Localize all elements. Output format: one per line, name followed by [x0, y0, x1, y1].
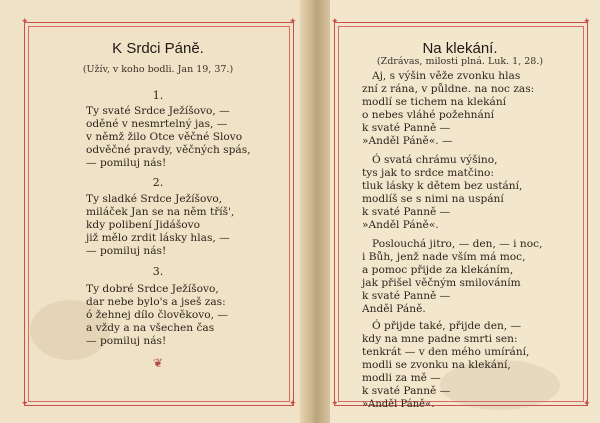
verse-line: — pomiluj nás!	[86, 245, 167, 257]
verse-line: a vždy a na všechen čas	[86, 322, 215, 334]
verse-line: miláček Jan se na něm tříš',	[86, 206, 235, 218]
verse-line: — pomiluj nás!	[86, 157, 167, 169]
stanza-line: zní z rána, v půldne. na noc zas:	[362, 83, 535, 95]
verse-line: Ty sladké Srdce Ježíšovo,	[86, 193, 223, 205]
corner-ornament-icon: ✦	[289, 17, 297, 27]
floral-ornament-icon: ❦	[152, 356, 164, 370]
right-subtitle: (Zdrávas, milosti plná. Luk. 1, 28.)	[376, 56, 544, 67]
right-title: Na klekání.	[422, 40, 498, 57]
left-title: K Srdci Páně.	[112, 40, 204, 57]
stanza-line: Ó přijde také, přijde den, —	[372, 320, 522, 332]
stanza-line: »Anděl Páně«. —	[362, 135, 453, 147]
corner-ornament-icon: ✦	[583, 399, 591, 409]
verse-number: 2.	[152, 176, 164, 189]
verse-line: — pomiluj nás!	[86, 335, 167, 347]
stanza-line: »Anděl Páně«.	[362, 399, 435, 410]
corner-ornament-icon: ✦	[21, 17, 29, 27]
verse-line: Ty svaté Srdce Ježíšovo, —	[86, 105, 230, 117]
stanza-line: k svaté Panně —	[362, 206, 451, 218]
corner-ornament-icon: ✦	[21, 399, 29, 409]
stanza-line: Anděl Páně.	[362, 303, 426, 315]
stanza-line: i Bůh, jenž nade vším má moc,	[362, 251, 526, 263]
stanza-line: Ó svatá chrámu výšino,	[372, 154, 498, 166]
verse-line: oděné v nesmrtelný jas, —	[86, 118, 228, 130]
left-subtitle: (Užív, v koho bodli. Jan 19, 37.)	[82, 64, 234, 75]
verse-line: dar nebe bylo's a jseš zas:	[86, 296, 226, 308]
corner-ornament-icon: ✦	[331, 17, 339, 27]
stanza-line: Poslouchá jitro, — den, — i noc,	[372, 238, 543, 250]
stanza-line: modlíš se s nimi na uspání	[362, 193, 504, 205]
verse-line: již mělo zrdit lásky hlas, —	[86, 232, 230, 244]
verse-number: 3.	[152, 265, 164, 278]
page-fold	[300, 0, 330, 423]
stanza-line: modlí se tichem na klekání	[362, 96, 507, 108]
stanza-line: modli se zvonku na klekání,	[362, 359, 511, 371]
stanza-line: modli za mě —	[362, 372, 441, 384]
corner-ornament-icon: ✦	[331, 399, 339, 409]
verse-number: 1.	[152, 89, 164, 102]
stanza-line: »Anděl Páně«.	[362, 219, 439, 231]
stanza-line: o nebes vláhé požehnání	[362, 109, 495, 121]
verse-line: Ty dobré Srdce Ježíšovo,	[86, 283, 219, 295]
stanza-line: tluk lásky k dětem bez ustání,	[362, 180, 523, 192]
verse-line: odvěčné pravdy, věčných spás,	[86, 144, 251, 156]
corner-ornament-icon: ✦	[289, 399, 297, 409]
verse-line: v němž žilo Otce věčné Slovo	[86, 131, 243, 143]
verse-line: ó žehnej dílo člověkovo, —	[86, 309, 228, 321]
stanza-line: k svaté Panně —	[362, 122, 451, 134]
stanza-line: Aj, s výšin věže zvonku hlas	[372, 70, 521, 82]
corner-ornament-icon: ✦	[583, 17, 591, 27]
stanza-line: tenkrát — v den mého umírání,	[362, 346, 530, 358]
stanza-line: a pomoc přijde za klekáním,	[362, 264, 514, 276]
stanza-line: k svaté Panně —	[362, 290, 451, 302]
stanza-line: k svaté Panně —	[362, 385, 451, 397]
stanza-line: kdy na mne padne smrti sen:	[362, 333, 518, 345]
stanza-line: tys jak to srdce matčino:	[362, 167, 494, 179]
stanza-line: jak přišel věčným smilováním	[362, 277, 521, 289]
verse-line: kdy polibení Jidášovo	[86, 219, 201, 231]
